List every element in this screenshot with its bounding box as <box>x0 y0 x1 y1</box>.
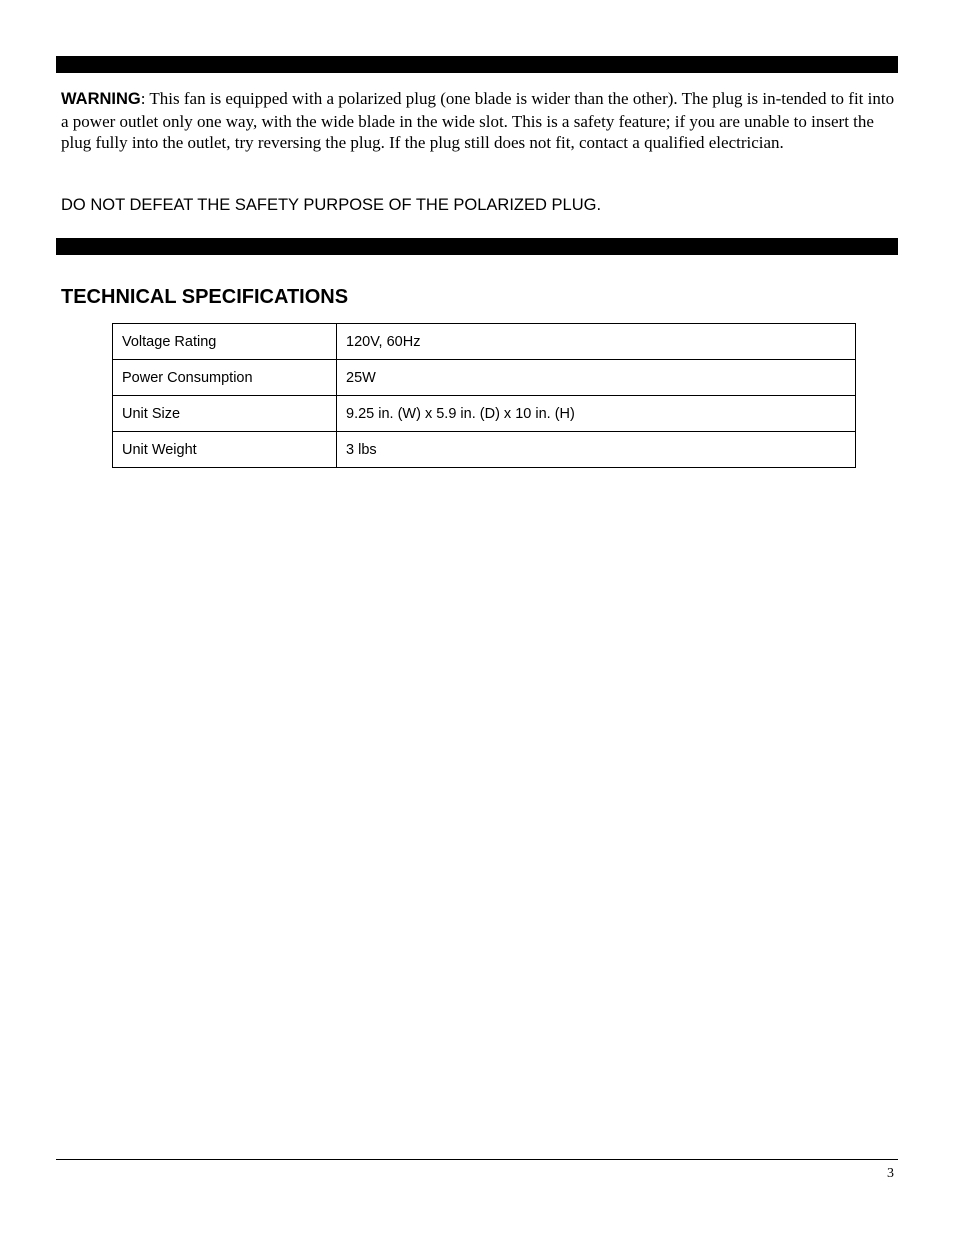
table-row <box>113 324 856 360</box>
top-divider-bar <box>56 56 898 73</box>
spec-label-power: Power Consumption <box>113 360 337 396</box>
spec-label-size: Unit Size <box>113 396 337 432</box>
spec-value-voltage: 120V, 60Hz <box>337 324 856 360</box>
page-number: 3 <box>887 1166 894 1181</box>
specifications-table <box>112 323 856 468</box>
table-row <box>113 432 856 468</box>
spec-value-weight: 3 lbs <box>337 432 856 468</box>
middle-divider-bar <box>56 238 898 255</box>
section-title: TECHNICAL SPECIFICATIONS <box>61 286 349 308</box>
spec-label-voltage: Voltage Rating <box>113 324 337 360</box>
spec-label-weight: Unit Weight <box>113 432 337 468</box>
warning-paragraph <box>61 88 897 154</box>
spec-value-power: 25W <box>337 360 856 396</box>
polarized-plug-notice: DO NOT DEFEAT THE SAFETY PURPOSE OF THE POLARIZED PLUG. <box>61 196 602 214</box>
table-row <box>113 396 856 432</box>
warning-label: WARNING <box>61 90 141 108</box>
spec-value-size: 9.25 in. (W) x 5.9 in. (D) x 10 in. (H) <box>337 396 856 432</box>
table-row <box>113 360 856 396</box>
warning-text: : This fan is equipped with a polarized plug (one blade is wider than the other). The plug is in-tended to fit into a power outlet only one way, with the wide blade in the wide slot. This is a safety feature; if you are unable to insert the plug fully into the outlet, try reversing the plug. If the plug still does not fit, contact a qualified electrician. <box>61 89 895 153</box>
footer-divider <box>56 1159 898 1160</box>
